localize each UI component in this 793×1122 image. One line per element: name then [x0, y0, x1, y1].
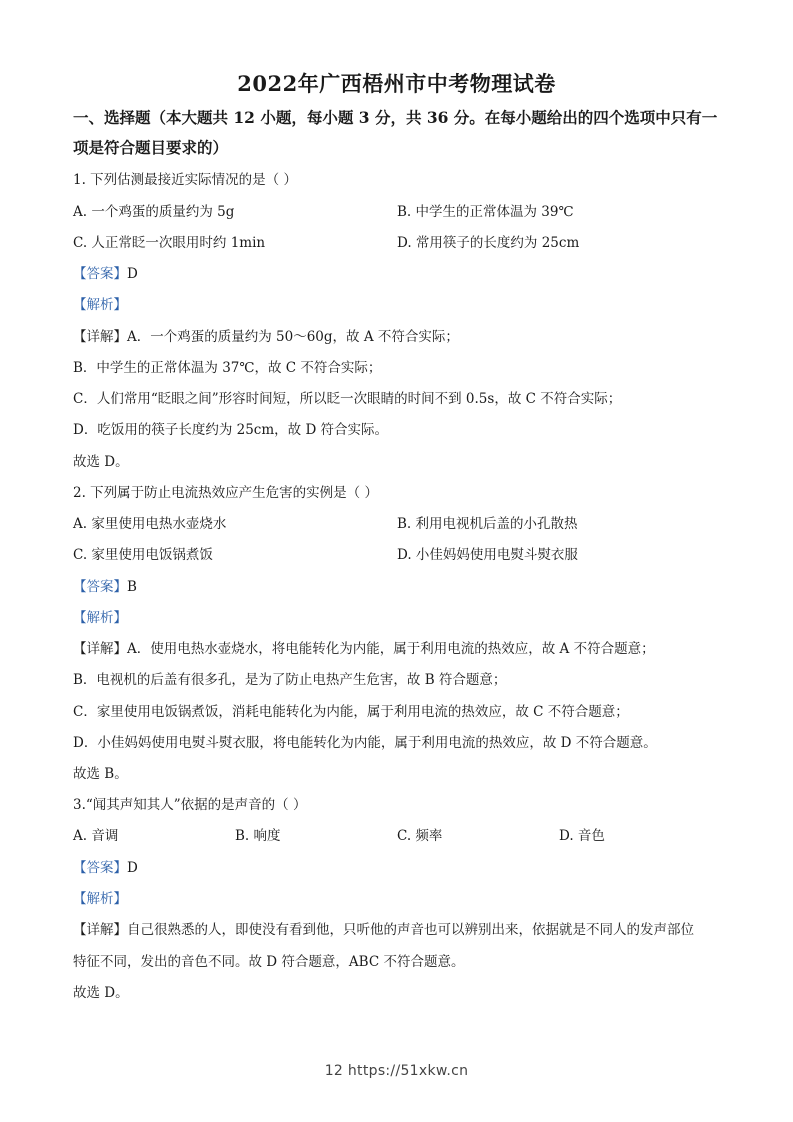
q1-detail-line-1: [73, 327, 459, 347]
q2-analysis-tag: [73, 608, 127, 628]
q3-option-b: B. 响度: [235, 828, 281, 844]
q2-detail-line-2: B．电视机的后盖有很多孔，是为了防止电热产生危害，故 B 符合题意；: [73, 672, 507, 688]
q2-answer: [73, 577, 137, 597]
question-1-stem: 1. 下列估测最接近实际情况的是（ ）: [73, 172, 297, 188]
answer-value: D: [127, 266, 138, 282]
page-footer: 12 https://51xkw.cn: [324, 1063, 469, 1079]
q2-option-d: D. 小佳妈妈使用电熨斗熨衣服: [397, 547, 578, 563]
q3-option-a: A. 音调: [73, 828, 119, 844]
q3-detail-line-1: [73, 920, 694, 940]
q3-answer: [73, 858, 138, 878]
q2-option-c: C. 家里使用电饭锅煮饭: [73, 547, 213, 563]
q3-conclusion: 故选 D。: [73, 985, 129, 1001]
q2-detail-line-4: D．小佳妈妈使用电熨斗熨衣服，将电能转化为内能，属于利用电流的热效应，故 D 不符合题意。: [73, 735, 657, 751]
q1-option-d: D. 常用筷子的长度约为 25cm: [397, 235, 580, 251]
answer-value: D: [127, 860, 138, 876]
q2-option-a: A. 家里使用电热水壶烧水: [73, 516, 227, 532]
detail-text: 自己很熟悉的人，即使没有看到他，只听他的声音也可以辨别出来，依据就是不同人的发声部位: [127, 922, 694, 938]
q1-detail-line-2: B．中学生的正常体温为 37℃，故 C 不符合实际；: [73, 360, 382, 376]
q1-detail-line-3: C．人们常用“眨眼之间”形容时间短，所以眨一次眼睛的时间不到 0.5s，故 C 不符合实际；: [73, 391, 622, 407]
analysis-tag: 【解析】: [73, 297, 127, 313]
q1-answer: [73, 264, 138, 284]
q3-analysis-tag: [73, 889, 127, 909]
q3-option-c: C. 频率: [397, 828, 443, 844]
detail-text: A．使用电热水壶烧水，将电能转化为内能，属于利用电流的热效应，故 A 不符合题意；: [127, 641, 655, 657]
q2-detail-line-3: C．家里使用电饭锅煮饭，消耗电能转化为内能，属于利用电流的热效应，故 C 不符合题意；: [73, 704, 629, 720]
q1-option-a: A. 一个鸡蛋的质量约为 5g: [73, 204, 235, 220]
detail-tag: 【详解】: [73, 922, 127, 938]
q1-option-c: C. 人正常眨一次眼用时约 1min: [73, 235, 266, 251]
analysis-tag: 【解析】: [73, 610, 127, 626]
detail-text: A．一个鸡蛋的质量约为 50～60g，故 A 不符合实际；: [127, 329, 459, 345]
answer-tag: 【答案】: [73, 579, 127, 595]
answer-tag: 【答案】: [73, 860, 127, 876]
analysis-tag: 【解析】: [73, 891, 127, 907]
q1-option-b: B. 中学生的正常体温为 39℃: [397, 204, 574, 220]
q1-detail-line-4: D．吃饭用的筷子长度约为 25cm，故 D 符合实际。: [73, 422, 389, 438]
question-2-stem: 2. 下列属于防止电流热效应产生危害的实例是（ ）: [73, 485, 378, 501]
q1-analysis-tag: [73, 295, 127, 315]
q3-detail-line-2: 特征不同，发出的音色不同。故 D 符合题意，ABC 不符合题意。: [73, 954, 465, 970]
q2-detail-line-1: [73, 639, 655, 659]
question-3-stem: 3.“闻其声知其人”依据的是声音的（ ）: [73, 797, 307, 813]
detail-tag: 【详解】: [73, 641, 127, 657]
q2-option-b: B. 利用电视机后盖的小孔散热: [397, 516, 578, 532]
q1-conclusion: 故选 D。: [73, 454, 129, 470]
page-title: 2022年广西梧州市中考物理试卷: [237, 71, 556, 96]
q2-conclusion: 故选 B。: [73, 766, 128, 782]
section-heading: 一、选择题（本大题共 12 小题，每小题 3 分，共 36 分。在每小题给出的四个选项中只有一项是符合题目要求的）: [73, 108, 718, 157]
answer-value: B: [127, 579, 137, 595]
detail-tag: 【详解】: [73, 329, 127, 345]
q3-option-d: D. 音色: [559, 828, 605, 844]
answer-tag: 【答案】: [73, 266, 127, 282]
